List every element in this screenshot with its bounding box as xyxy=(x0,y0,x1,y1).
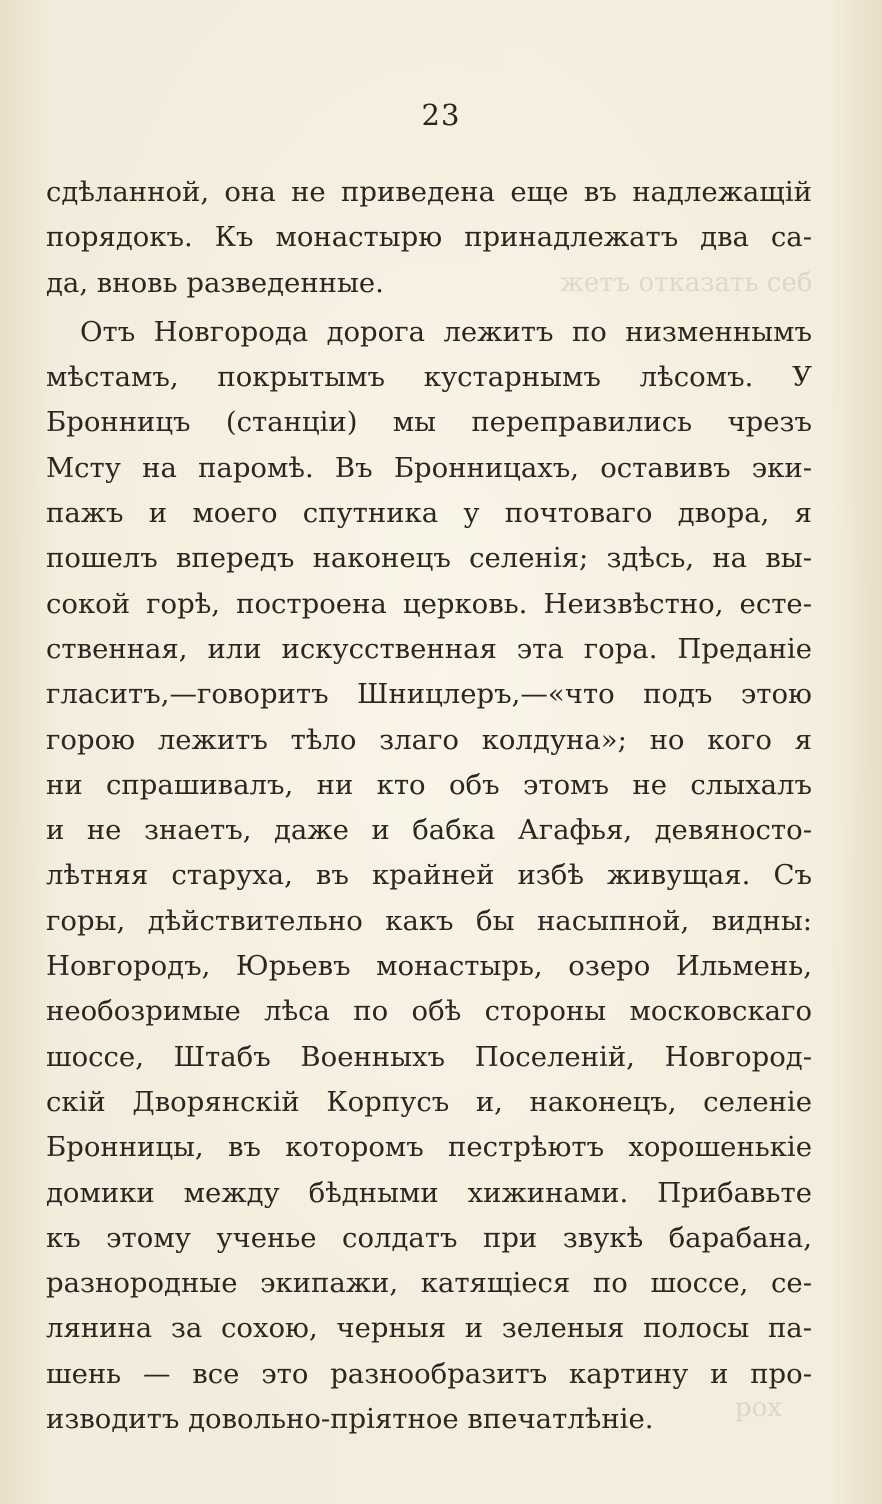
text-line: шоссе, Штабъ Военныхъ Поселеній, Новгород- xyxy=(46,1040,812,1073)
text-line: Бронницъ (станціи) мы переправились чрезъ xyxy=(46,406,812,439)
text-line: скій Дворянскій Корпусъ и, наконецъ, селеніе xyxy=(46,1085,812,1118)
text-line: горы, дѣйствительно какъ бы насыпной, видны: xyxy=(46,904,812,937)
text-line: и не знаетъ, даже и бабка Агафья, девяносто- xyxy=(46,814,812,847)
text-line: Новгородъ, Юрьевъ монастырь, озеро Ильмень, xyxy=(46,950,812,983)
text-line: Бронницы, въ которомъ пестрѣютъ хорошенькіе xyxy=(46,1131,812,1164)
text-line: лѣтняя старуха, въ крайней избѣ живущая. Съ xyxy=(46,859,812,892)
text-line: ственная, или искусственная эта гора. Преданіе xyxy=(46,632,812,665)
text-line: горою лежитъ тѣло злаго колдуна»; но кого я xyxy=(46,723,812,756)
text-line: разнородные экипажи, катящіеся по шоссе, се- xyxy=(46,1267,812,1300)
paragraph-first-line: Отъ Новгорода дорога лежитъ по низменнымъ xyxy=(80,315,812,348)
text-line: сокой горѣ, построена церковь. Неизвѣстно, есте- xyxy=(46,587,812,620)
text-line: гласитъ,—говоритъ Шницлеръ,—«что подъ этою xyxy=(46,678,812,711)
text-line: да, вновь разведенные. xyxy=(46,266,384,299)
text-line: мѣстамъ, покрытымъ кустарнымъ лѣсомъ. У xyxy=(46,361,812,394)
text-line: порядокъ. Къ монастырю принадлежатъ два са- xyxy=(46,221,812,254)
bleed-through-text: рох xyxy=(735,1393,782,1423)
text-line: пажъ и моего спутника у почтоваго двора, я xyxy=(46,497,812,530)
text-line: пошелъ впередъ наконецъ селенія; здѣсь, на вы- xyxy=(46,542,812,575)
text-line: изводитъ довольно-пріятное впечатлѣніе. xyxy=(46,1403,654,1436)
text-line: сдѣланной, она не приведена еще въ надлежащій xyxy=(46,176,812,208)
text-line: къ этому ученье солдатъ при звукѣ барабана, xyxy=(46,1221,812,1254)
bleed-through-text: жетъ отказать себ xyxy=(560,268,813,298)
text-line: ни спрашивалъ, ни кто объ этомъ не слыхалъ xyxy=(46,768,812,801)
body-text xyxy=(46,170,812,1442)
text-line: шень — все это разнообразитъ картину и про- xyxy=(46,1357,812,1390)
text-line: необозримые лѣса по обѣ стороны московскаго xyxy=(46,995,812,1028)
text-line: домики между бѣдными хижинами. Прибавьте xyxy=(46,1176,812,1209)
text-line: Мсту на паромѣ. Въ Бронницахъ, оставивъ эки- xyxy=(46,451,812,484)
text-line: лянина за сохою, черныя и зеленыя полосы па- xyxy=(46,1312,812,1345)
page-number: 23 xyxy=(421,98,461,132)
